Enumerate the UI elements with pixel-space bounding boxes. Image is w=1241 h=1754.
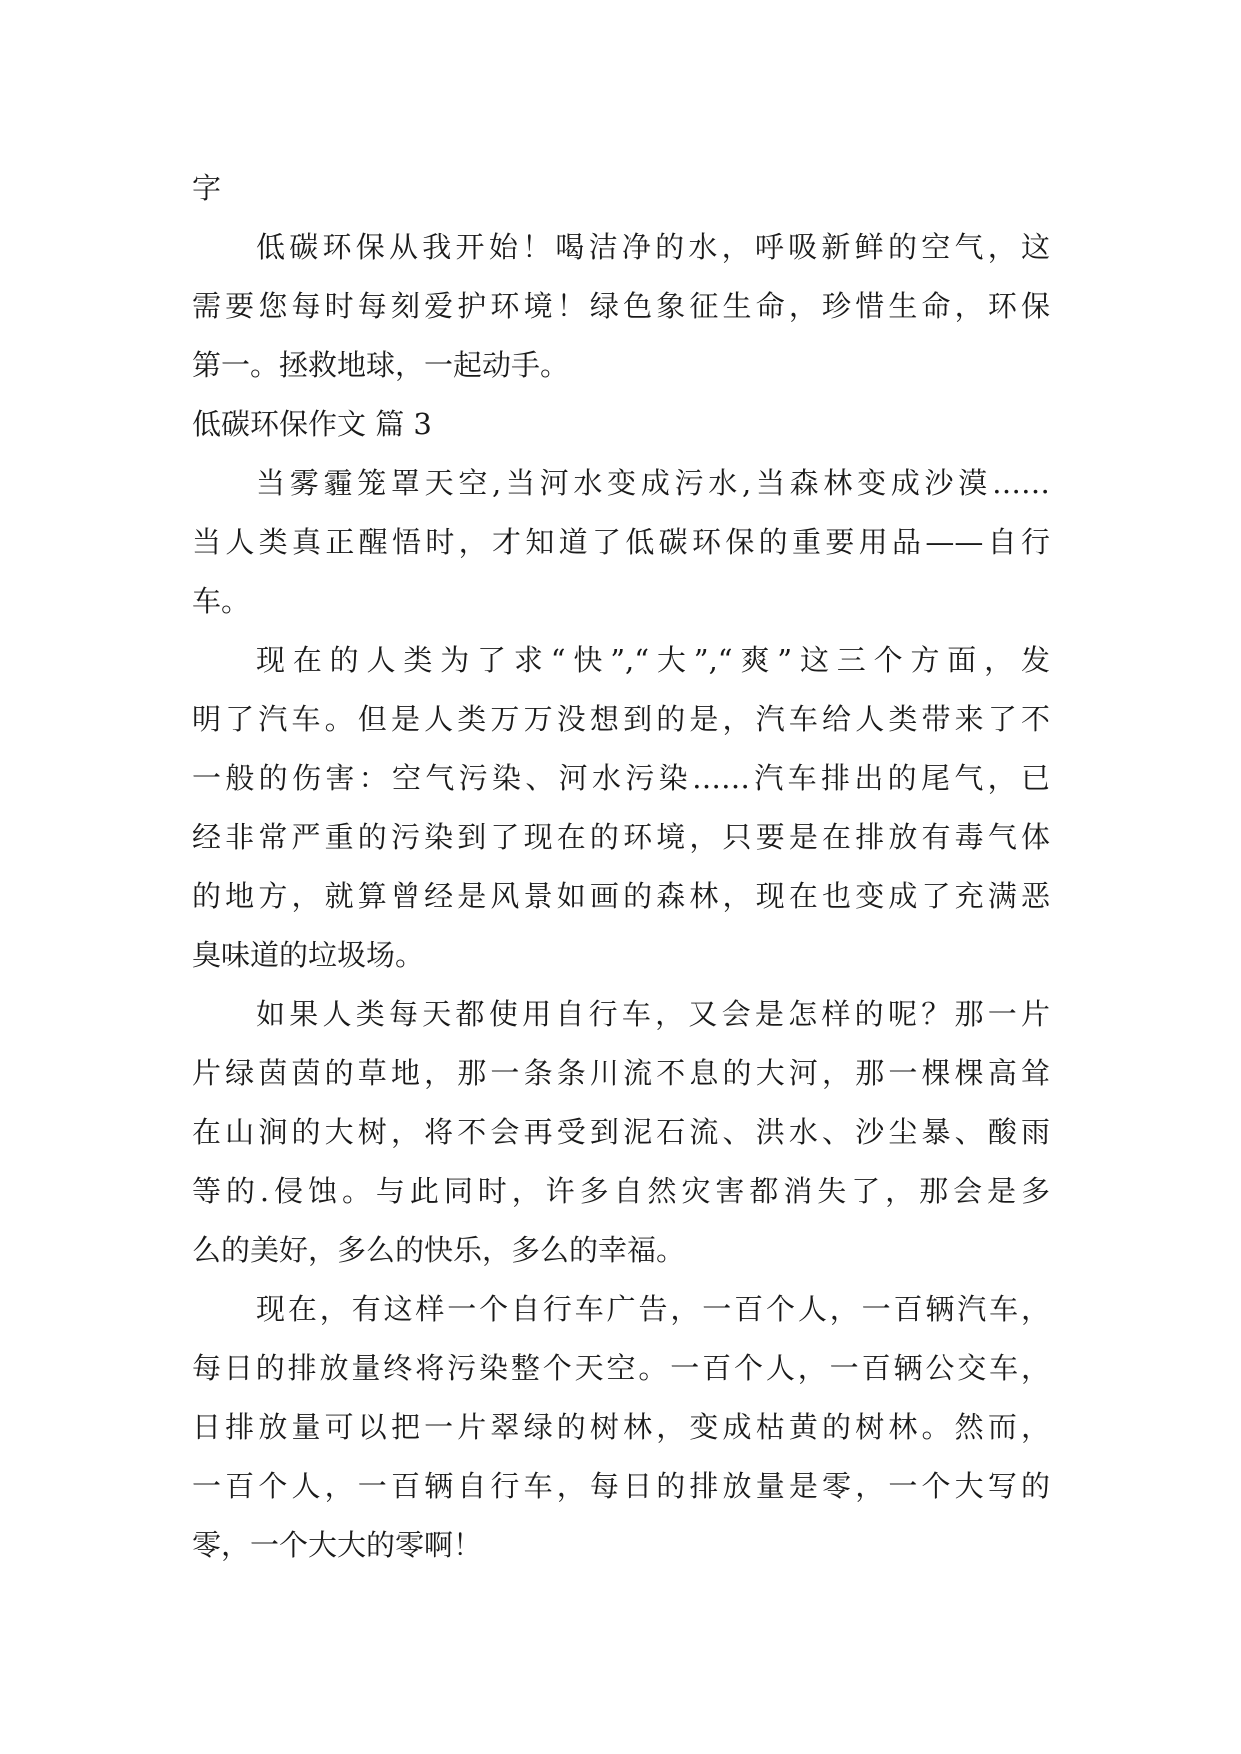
text-line: 么的美好，多么的快乐，多么的幸福。 xyxy=(192,1233,686,1267)
text-line: 的地方，就算曾经是风景如画的森林，现在也变成了充满恶 xyxy=(192,879,1050,913)
text-line: 在山涧的大树，将不会再受到泥石流、洪水、沙尘暴、酸雨 xyxy=(192,1115,1050,1149)
text-line: 零，一个大大的零啊！ xyxy=(192,1528,483,1562)
text-line: 当雾霾笼罩天空,当河水变成污水,当森林变成沙漠…… xyxy=(256,466,1050,500)
text-line: 臭味道的垃圾场。 xyxy=(192,938,425,972)
text-line: 第一。拯救地球，一起动手。 xyxy=(192,348,570,382)
text-line: 现在的人类为了求“快”,“大”,“爽”这三个方面，发 xyxy=(256,643,1050,677)
text-line: 一般的伤害：空气污染、河水污染……汽车排出的尾气，已 xyxy=(192,761,1050,795)
text-line: 明了汽车。但是人类万万没想到的是，汽车给人类带来了不 xyxy=(192,702,1050,736)
text-line: 如果人类每天都使用自行车，又会是怎样的呢？那一片 xyxy=(256,997,1050,1031)
text-line: 片绿茵茵的草地，那一条条川流不息的大河，那一棵棵高耸 xyxy=(192,1056,1050,1090)
text-line: 一百个人，一百辆自行车，每日的排放量是零，一个大写的 xyxy=(192,1469,1050,1503)
text-line: 等的.侵蚀。与此同时，许多自然灾害都消失了，那会是多 xyxy=(192,1174,1050,1208)
text-line: 日排放量可以把一片翠绿的树林，变成枯黄的树林。然而， xyxy=(192,1410,1050,1444)
text-line: 车。 xyxy=(192,584,251,618)
text-line: 当人类真正醒悟时，才知道了低碳环保的重要用品——自行 xyxy=(192,525,1050,559)
document-body xyxy=(192,159,1050,1575)
text-line: 每日的排放量终将污染整个天空。一百个人，一百辆公交车， xyxy=(192,1351,1050,1385)
section-heading: 低碳环保作文 篇 3 xyxy=(192,407,432,441)
text-line: 现在，有这样一个自行车广告，一百个人，一百辆汽车， xyxy=(256,1292,1050,1326)
text-line: 字 xyxy=(192,171,222,205)
text-line: 经非常严重的污染到了现在的环境，只要是在排放有毒气体 xyxy=(192,820,1050,854)
text-line: 低碳环保从我开始！喝洁净的水，呼吸新鲜的空气，这 xyxy=(256,230,1050,264)
text-line: 需要您每时每刻爱护环境！绿色象征生命，珍惜生命，环保 xyxy=(192,289,1050,323)
